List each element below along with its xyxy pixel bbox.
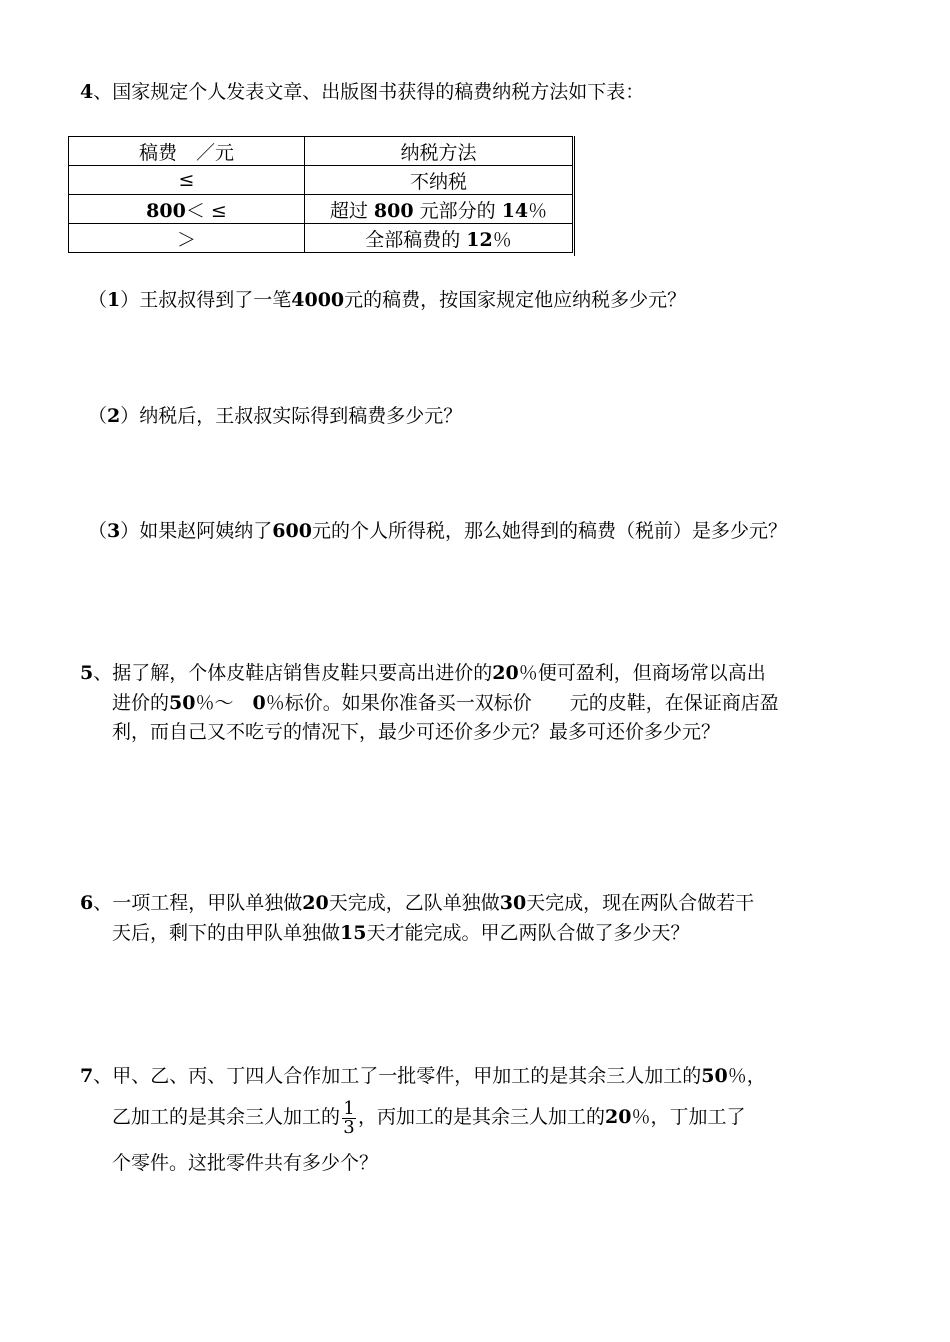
q7-value: 20 xyxy=(605,1106,632,1128)
q6-value: 20 xyxy=(302,892,329,914)
q6-text: 天完成，乙队单独做 xyxy=(328,892,500,914)
fraction xyxy=(342,1097,356,1138)
sub-text: 元的个人所得税，那么她得到的稿费（税前）是多少元？ xyxy=(311,520,787,542)
q5-value: 20 xyxy=(492,662,519,684)
fraction-denominator: 3 xyxy=(343,1116,355,1138)
tax-method-rate: 14 xyxy=(501,199,529,222)
q5-line1 xyxy=(80,661,766,685)
q5-line2 xyxy=(112,691,779,715)
q7-text: 、甲、乙、丙、丁四人合作加工了一批零件，甲加工的是其余三人加工的 xyxy=(93,1065,702,1087)
q5-text: ％～ xyxy=(195,692,253,714)
q6-text: 、一项工程，甲队单独做 xyxy=(93,892,303,914)
tax-method-text: 不纳税 xyxy=(409,170,467,193)
q5-text: 利，而自己又不吃亏的情况下，最少可还价多少元？最多可还价多少元？ xyxy=(112,721,721,743)
fraction-numerator: 1 xyxy=(343,1097,355,1119)
tax-row xyxy=(69,166,573,195)
header-method: 纳税方法 xyxy=(305,137,573,166)
q7-line1 xyxy=(80,1064,766,1088)
q6-value: 15 xyxy=(340,922,367,944)
header-fee: 稿费 ／元 xyxy=(69,137,305,166)
fee-range xyxy=(69,195,305,224)
q5-text: ％标价。如果你准备买一双标价 元的皮鞋，在保证商店盈 xyxy=(265,692,779,714)
tax-method xyxy=(305,166,573,195)
q4-number: 4 xyxy=(80,81,94,103)
q7-text: ％，丁加工了 xyxy=(631,1106,746,1128)
q7-number: 7 xyxy=(80,1065,94,1087)
fee-range-value: 800 xyxy=(146,199,186,222)
q6-line1 xyxy=(80,891,754,915)
sub-number: 3 xyxy=(107,520,121,542)
q7-text: ％， xyxy=(727,1065,766,1087)
sub-number: 2 xyxy=(107,405,121,427)
fee-range-symbol: ≤ xyxy=(178,169,195,191)
sub-text: ）纳税后，王叔叔实际得到稿费多少元？ xyxy=(120,405,463,427)
table-double-rule xyxy=(574,136,575,256)
tax-row xyxy=(69,224,573,253)
tax-row xyxy=(69,195,573,224)
q5-text: ％便可盈利，但商场常以高出 xyxy=(518,662,766,684)
tax-method xyxy=(305,195,573,224)
q5-line3 xyxy=(112,720,720,744)
sub-text: ）王叔叔得到了一笔 xyxy=(120,289,292,311)
sub-number: 1 xyxy=(107,289,121,311)
q4-heading-text: 、国家规定个人发表文章、出版图书获得的稿费纳税方法如下表： xyxy=(93,81,645,103)
fee-range-symbol: ＜ ≤ xyxy=(185,199,227,222)
q6-value: 30 xyxy=(499,892,527,914)
q5-text: 、据了解，个体皮鞋店销售皮鞋只要高出进价的 xyxy=(93,662,493,684)
tax-method-text: 超过 xyxy=(329,199,368,222)
q7-line2 xyxy=(112,1097,746,1137)
tax-method-text: 全部稿费的 xyxy=(365,228,461,251)
fee-range xyxy=(69,224,305,253)
tax-table xyxy=(68,136,573,253)
tax-method-text: 元部分的 xyxy=(419,199,496,222)
q7-text: ，丙加工的是其余三人加工的 xyxy=(358,1106,606,1128)
q5-value: 50 xyxy=(169,692,196,714)
tax-method xyxy=(305,224,573,253)
q7-value: 50 xyxy=(701,1065,728,1087)
q6-line2 xyxy=(112,921,689,945)
percent-sign: ％ xyxy=(528,199,548,222)
q6-number: 6 xyxy=(80,892,94,914)
q6-text: 天后，剩下的由甲队单独做 xyxy=(112,922,341,944)
sub-value: 4000 xyxy=(291,289,345,311)
q6-text: 天完成，现在两队合做若干 xyxy=(526,892,755,914)
paren: （ xyxy=(88,289,108,311)
q7-text: 乙加工的是其余三人加工的 xyxy=(112,1106,341,1128)
q7-text: 个零件。这批零件共有多少个？ xyxy=(112,1152,379,1174)
q4-sub2 xyxy=(88,404,462,428)
paren: （ xyxy=(88,405,108,427)
sub-text: ）如果赵阿姨纳了 xyxy=(120,520,273,542)
tax-table-header xyxy=(69,137,573,166)
q6-text: 天才能完成。甲乙两队合做了多少天？ xyxy=(366,922,690,944)
q5-number: 5 xyxy=(80,662,94,684)
q5-text: 进价的 xyxy=(112,692,170,714)
q4-sub3 xyxy=(88,519,787,543)
q4-heading xyxy=(80,80,644,104)
fee-range xyxy=(69,166,305,195)
tax-method-value: 800 xyxy=(373,199,414,222)
fee-range-symbol: ＞ xyxy=(176,228,196,251)
percent-sign: ％ xyxy=(492,228,512,251)
q5-value: 0 xyxy=(252,692,266,714)
paren: （ xyxy=(88,520,108,542)
q4-sub1 xyxy=(88,288,686,312)
q7-line3 xyxy=(112,1151,378,1175)
sub-text: 元的稿费，按国家规定他应纳税多少元？ xyxy=(344,289,687,311)
sub-value: 600 xyxy=(272,520,312,542)
tax-method-rate: 12 xyxy=(466,228,493,251)
